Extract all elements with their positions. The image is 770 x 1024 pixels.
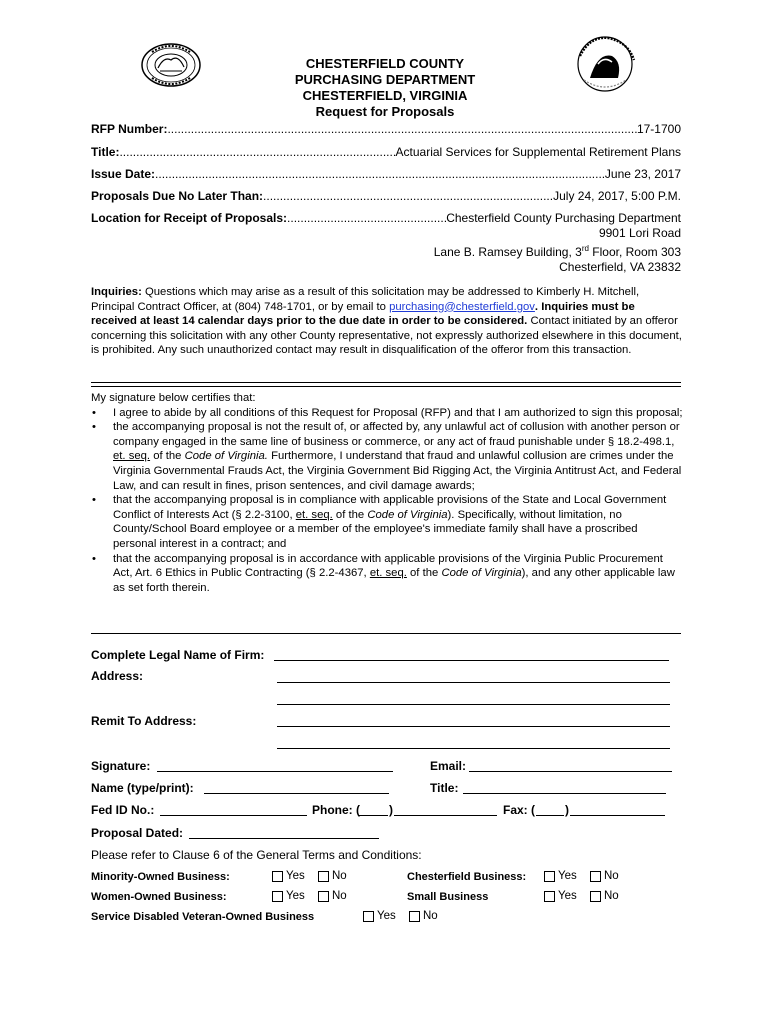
- address-label: Address:: [91, 669, 144, 683]
- title-value: Actuarial Services for Supplemental Retirement Plans: [395, 145, 681, 159]
- address-field-line-2[interactable]: [277, 704, 670, 705]
- veteran-owned-label: Service Disabled Veteran-Owned Business: [91, 911, 315, 923]
- fax-label: Fax: (: [503, 803, 536, 817]
- chesterfield-business-label: Chesterfield Business:: [407, 871, 527, 883]
- location-line-2: 9901 Lori Road: [598, 226, 681, 240]
- title-field-label: Title:: [430, 781, 459, 795]
- email-field[interactable]: [469, 771, 672, 772]
- firm-name-field[interactable]: [274, 660, 669, 661]
- small-no-checkbox[interactable]: No: [590, 889, 619, 903]
- proposal-dated-label: Proposal Dated:: [91, 826, 184, 840]
- section-divider-thin: [91, 386, 681, 387]
- rfp-number-label: RFP Number:: [91, 122, 168, 136]
- small-yes-checkbox[interactable]: Yes: [544, 889, 577, 903]
- certification-section: [91, 391, 683, 595]
- chesterfield-no-checkbox[interactable]: No: [590, 869, 619, 883]
- leader-dots: [263, 189, 553, 204]
- minority-yes-checkbox[interactable]: Yes: [272, 869, 305, 883]
- women-yes-checkbox[interactable]: Yes: [272, 889, 305, 903]
- due-date-value: July 24, 2017, 5:00 P.M.: [553, 189, 681, 203]
- location-name: CHESTERFIELD, VIRGINIA: [302, 88, 468, 103]
- section-divider: [91, 633, 681, 634]
- location-line-3: Lane B. Ramsey Building, 3rd Floor, Room 303: [433, 244, 681, 259]
- email-label: Email:: [430, 759, 467, 773]
- certification-item: • that the accompanying proposal is in accordance with applicable provisions of the Virginia Public Procurement Act, Art. 6 Ethics in Public Contracting (§ 2.2-4367, et. seq. of the Code of Virginia), and any other applicable law as set forth therein.: [91, 552, 683, 596]
- women-owned-label: Women-Owned Business:: [91, 891, 227, 903]
- veteran-no-checkbox[interactable]: No: [409, 909, 438, 923]
- issue-date-value: June 23, 2017: [604, 167, 681, 181]
- minority-owned-label: Minority-Owned Business:: [91, 871, 230, 883]
- purchasing-email-link[interactable]: purchasing@chesterfield.gov: [389, 300, 535, 313]
- phone-number-field[interactable]: [394, 815, 497, 816]
- department-name: PURCHASING DEPARTMENT: [294, 72, 476, 87]
- phone-close-paren: ): [389, 803, 393, 817]
- inquiries-paragraph: Inquiries: Questions which may arise as a result of this solicitation may be addressed to Kimberly H. Mitchell, Principal Contract Officer, at (804) 748-1701, or by email to purchasing@chesterfield.gov. Inquiries must be received at least 14 calendar days prior to the due date in order to be considered. Contact initiated by an offeror concerning this solicitation with any other County representative, not expressly authorized elsewhere in this document, is prohibited. Any such unauthorized contact may result in disqualification of the offeror from this transaction.: [91, 286, 682, 357]
- remit-address-label: Remit To Address:: [91, 714, 197, 728]
- leader-dots: [167, 122, 637, 137]
- clause-reference: Please refer to Clause 6 of the General Terms and Conditions:: [91, 848, 422, 862]
- rfp-number-row: [91, 122, 681, 137]
- fax-number-field[interactable]: [570, 815, 665, 816]
- due-date-label: Proposals Due No Later Than:: [91, 189, 264, 203]
- title-field[interactable]: [463, 793, 666, 794]
- remit-address-field-line-1[interactable]: [277, 726, 670, 727]
- county-name: CHESTERFIELD COUNTY: [305, 56, 465, 71]
- location-line-4: Chesterfield, VA 23832: [559, 260, 681, 274]
- signature-label: Signature:: [91, 759, 151, 773]
- document-title: Request for Proposals: [315, 104, 455, 119]
- document-header: [0, 56, 770, 120]
- signature-field[interactable]: [157, 771, 393, 772]
- proposal-dated-field[interactable]: [189, 838, 379, 839]
- minority-no-checkbox[interactable]: No: [318, 869, 347, 883]
- certification-item: • that the accompanying proposal is in compliance with applicable provisions of the State and Local Government Conflict of Interests Act (§ 2.2-3100, et. seq. of the Code of Virginia). Specifically, without limitation, no County/School Board employee or a member of the employee's immediate family shall have a proscribed personal interest in a contract; and: [91, 493, 683, 551]
- fax-area-code-field[interactable]: [536, 815, 564, 816]
- certification-item: • I agree to abide by all conditions of this Request for Proposal (RFP) and that I am authorized to sign this proposal;: [91, 406, 683, 421]
- name-label: Name (type/print):: [91, 781, 194, 795]
- title-row: [91, 145, 681, 160]
- title-label: Title:: [91, 145, 120, 159]
- leader-dots: [287, 211, 446, 226]
- leader-dots: [155, 167, 605, 182]
- inquiries-label: Inquiries:: [91, 286, 142, 298]
- certification-intro: My signature below certifies that:: [91, 392, 256, 404]
- address-field-line-1[interactable]: [277, 682, 670, 683]
- section-divider: [91, 382, 681, 383]
- firm-name-label: Complete Legal Name of Firm:: [91, 648, 265, 662]
- fax-close-paren: ): [565, 803, 569, 817]
- location-row: [91, 211, 681, 226]
- due-date-row: [91, 189, 681, 204]
- fed-id-field[interactable]: [160, 815, 307, 816]
- issue-date-row: [91, 167, 681, 182]
- phone-label: Phone: (: [312, 803, 360, 817]
- veteran-yes-checkbox[interactable]: Yes: [363, 909, 396, 923]
- small-business-label: Small Business: [407, 891, 489, 903]
- women-no-checkbox[interactable]: No: [318, 889, 347, 903]
- leader-dots: [119, 145, 395, 160]
- chesterfield-yes-checkbox[interactable]: Yes: [544, 869, 577, 883]
- location-address: [434, 226, 681, 275]
- certification-item: • the accompanying proposal is not the result of, or affected by, any unlawful act of collusion with another person or company engaged in the same line of business or commerce, or any act of fraud punishable under § 18.2-498.1, et. seq. of the Code of Virginia. Furthermore, I understand that fraud and unlawful collusion are crimes under the Virginia Governmental Frauds Act, the Virginia Government Bid Rigging Act, the Virginia Antitrust Act, and Federal Law, and can result in fines, prison sentences, and civil damage awards;: [91, 420, 683, 493]
- inquiries-deadline: Inquiries must be received at least 14 calendar days prior to the due date in order to be considered.: [91, 300, 635, 328]
- location-line-1: Chesterfield County Purchasing Department: [446, 211, 681, 225]
- name-field[interactable]: [204, 793, 389, 794]
- issue-date-label: Issue Date:: [91, 167, 156, 181]
- fed-id-label: Fed ID No.:: [91, 803, 155, 817]
- location-label: Location for Receipt of Proposals:: [91, 211, 288, 225]
- phone-area-code-field[interactable]: [358, 815, 388, 816]
- rfp-number-value: 17-1700: [636, 122, 681, 136]
- remit-address-field-line-2[interactable]: [277, 748, 670, 749]
